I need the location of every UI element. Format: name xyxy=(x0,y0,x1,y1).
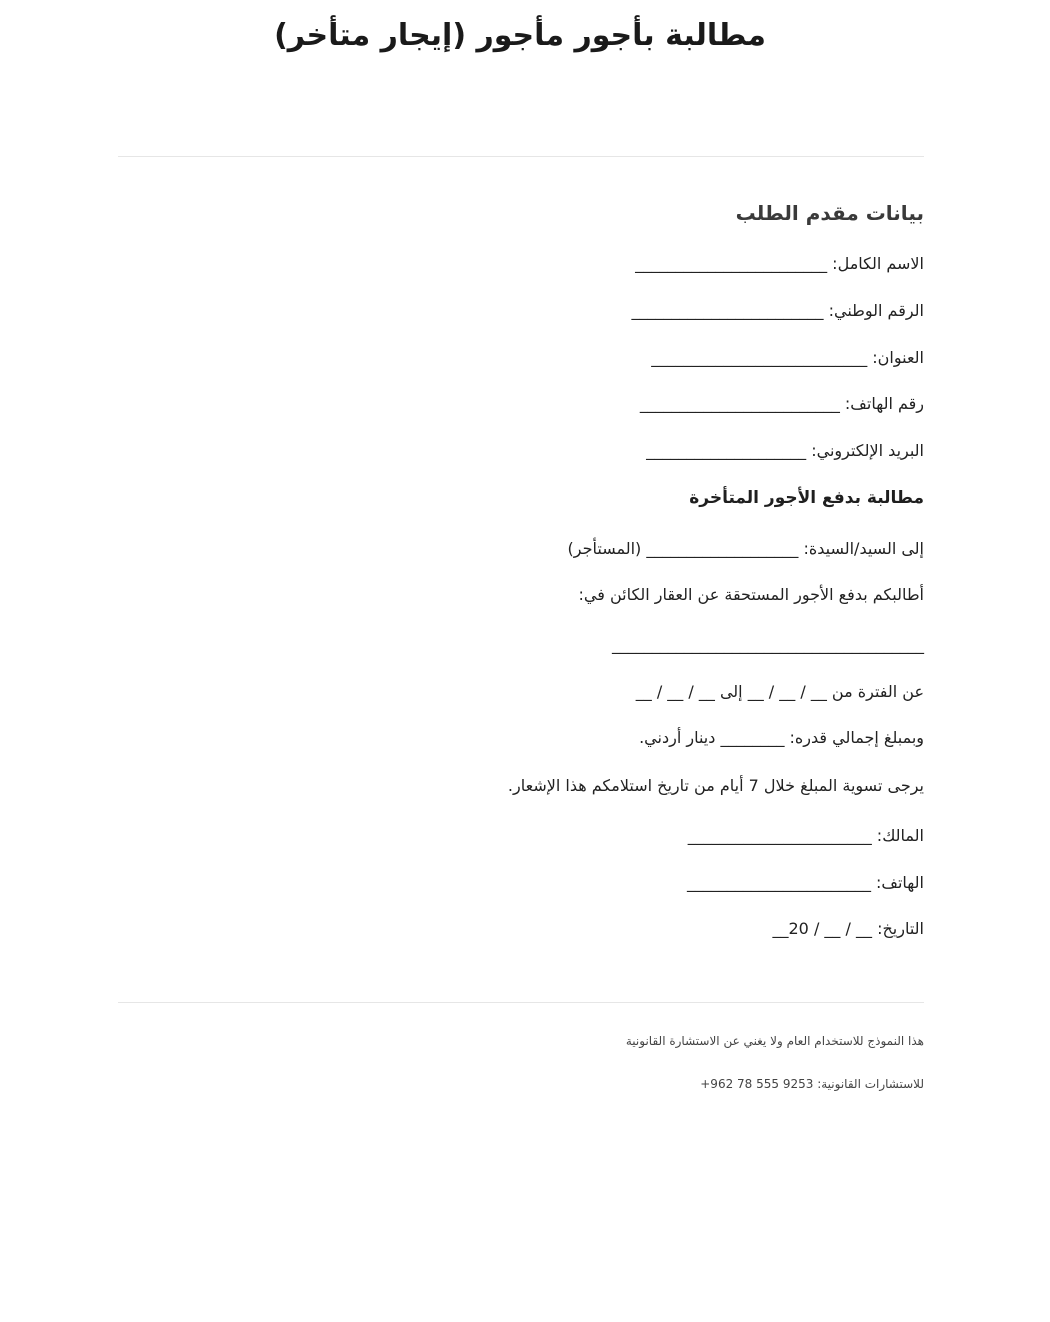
consultation-label: للاستشارات القانونية: xyxy=(817,1077,924,1091)
owner-phone-field[interactable]: الهاتف: _______________________ xyxy=(686,873,924,892)
footer-divider xyxy=(118,1002,924,1003)
tenant-name-field[interactable]: إلى السيد/السيدة: ___________________ (المستأجر) xyxy=(567,539,924,558)
email-field[interactable]: البريد الإلكتروني: ____________________ xyxy=(646,441,924,460)
settlement-request-text: يرجى تسوية المبلغ خلال 7 أيام من تاريخ استلامكم هذا الإشعار. xyxy=(507,776,924,795)
phone-field[interactable]: رقم الهاتف: _________________________ xyxy=(639,394,924,413)
period-field[interactable]: عن الفترة من __ / __ / __ إلى __ / __ / __ xyxy=(635,682,924,701)
header-divider xyxy=(118,156,924,157)
owner-name-field[interactable]: المالك: _______________________ xyxy=(687,826,924,845)
demand-text: أطالبكم بدفع الأجور المستحقة عن العقار الكائن في: xyxy=(578,585,924,604)
applicant-section-heading: بيانات مقدم الطلب xyxy=(735,201,924,225)
claim-section-heading: مطالبة بدفع الأجور المتأخرة xyxy=(689,488,924,508)
footer-disclaimer: هذا النموذج للاستخدام العام ولا يغني عن الاستشارة القانونية xyxy=(625,1034,924,1048)
total-amount-field[interactable]: وبمبلغ إجمالي قدره: ________ دينار أردني. xyxy=(639,728,924,747)
footer-consultation xyxy=(104,1074,924,1094)
full-name-field[interactable]: الاسم الكامل: ________________________ xyxy=(635,254,924,273)
national-id-field[interactable]: الرقم الوطني: ________________________ xyxy=(631,301,924,320)
consultation-phone[interactable]: +962 78 555 9253 xyxy=(700,1077,814,1091)
page-title: مطالبة بأجور مأجور (إيجار متأخر) xyxy=(274,18,766,53)
property-location-field[interactable]: _______________________________________ xyxy=(612,635,924,654)
address-field[interactable]: العنوان: ___________________________ xyxy=(651,348,924,367)
date-field[interactable]: التاريخ: __ / __ / 20__ xyxy=(772,919,924,938)
